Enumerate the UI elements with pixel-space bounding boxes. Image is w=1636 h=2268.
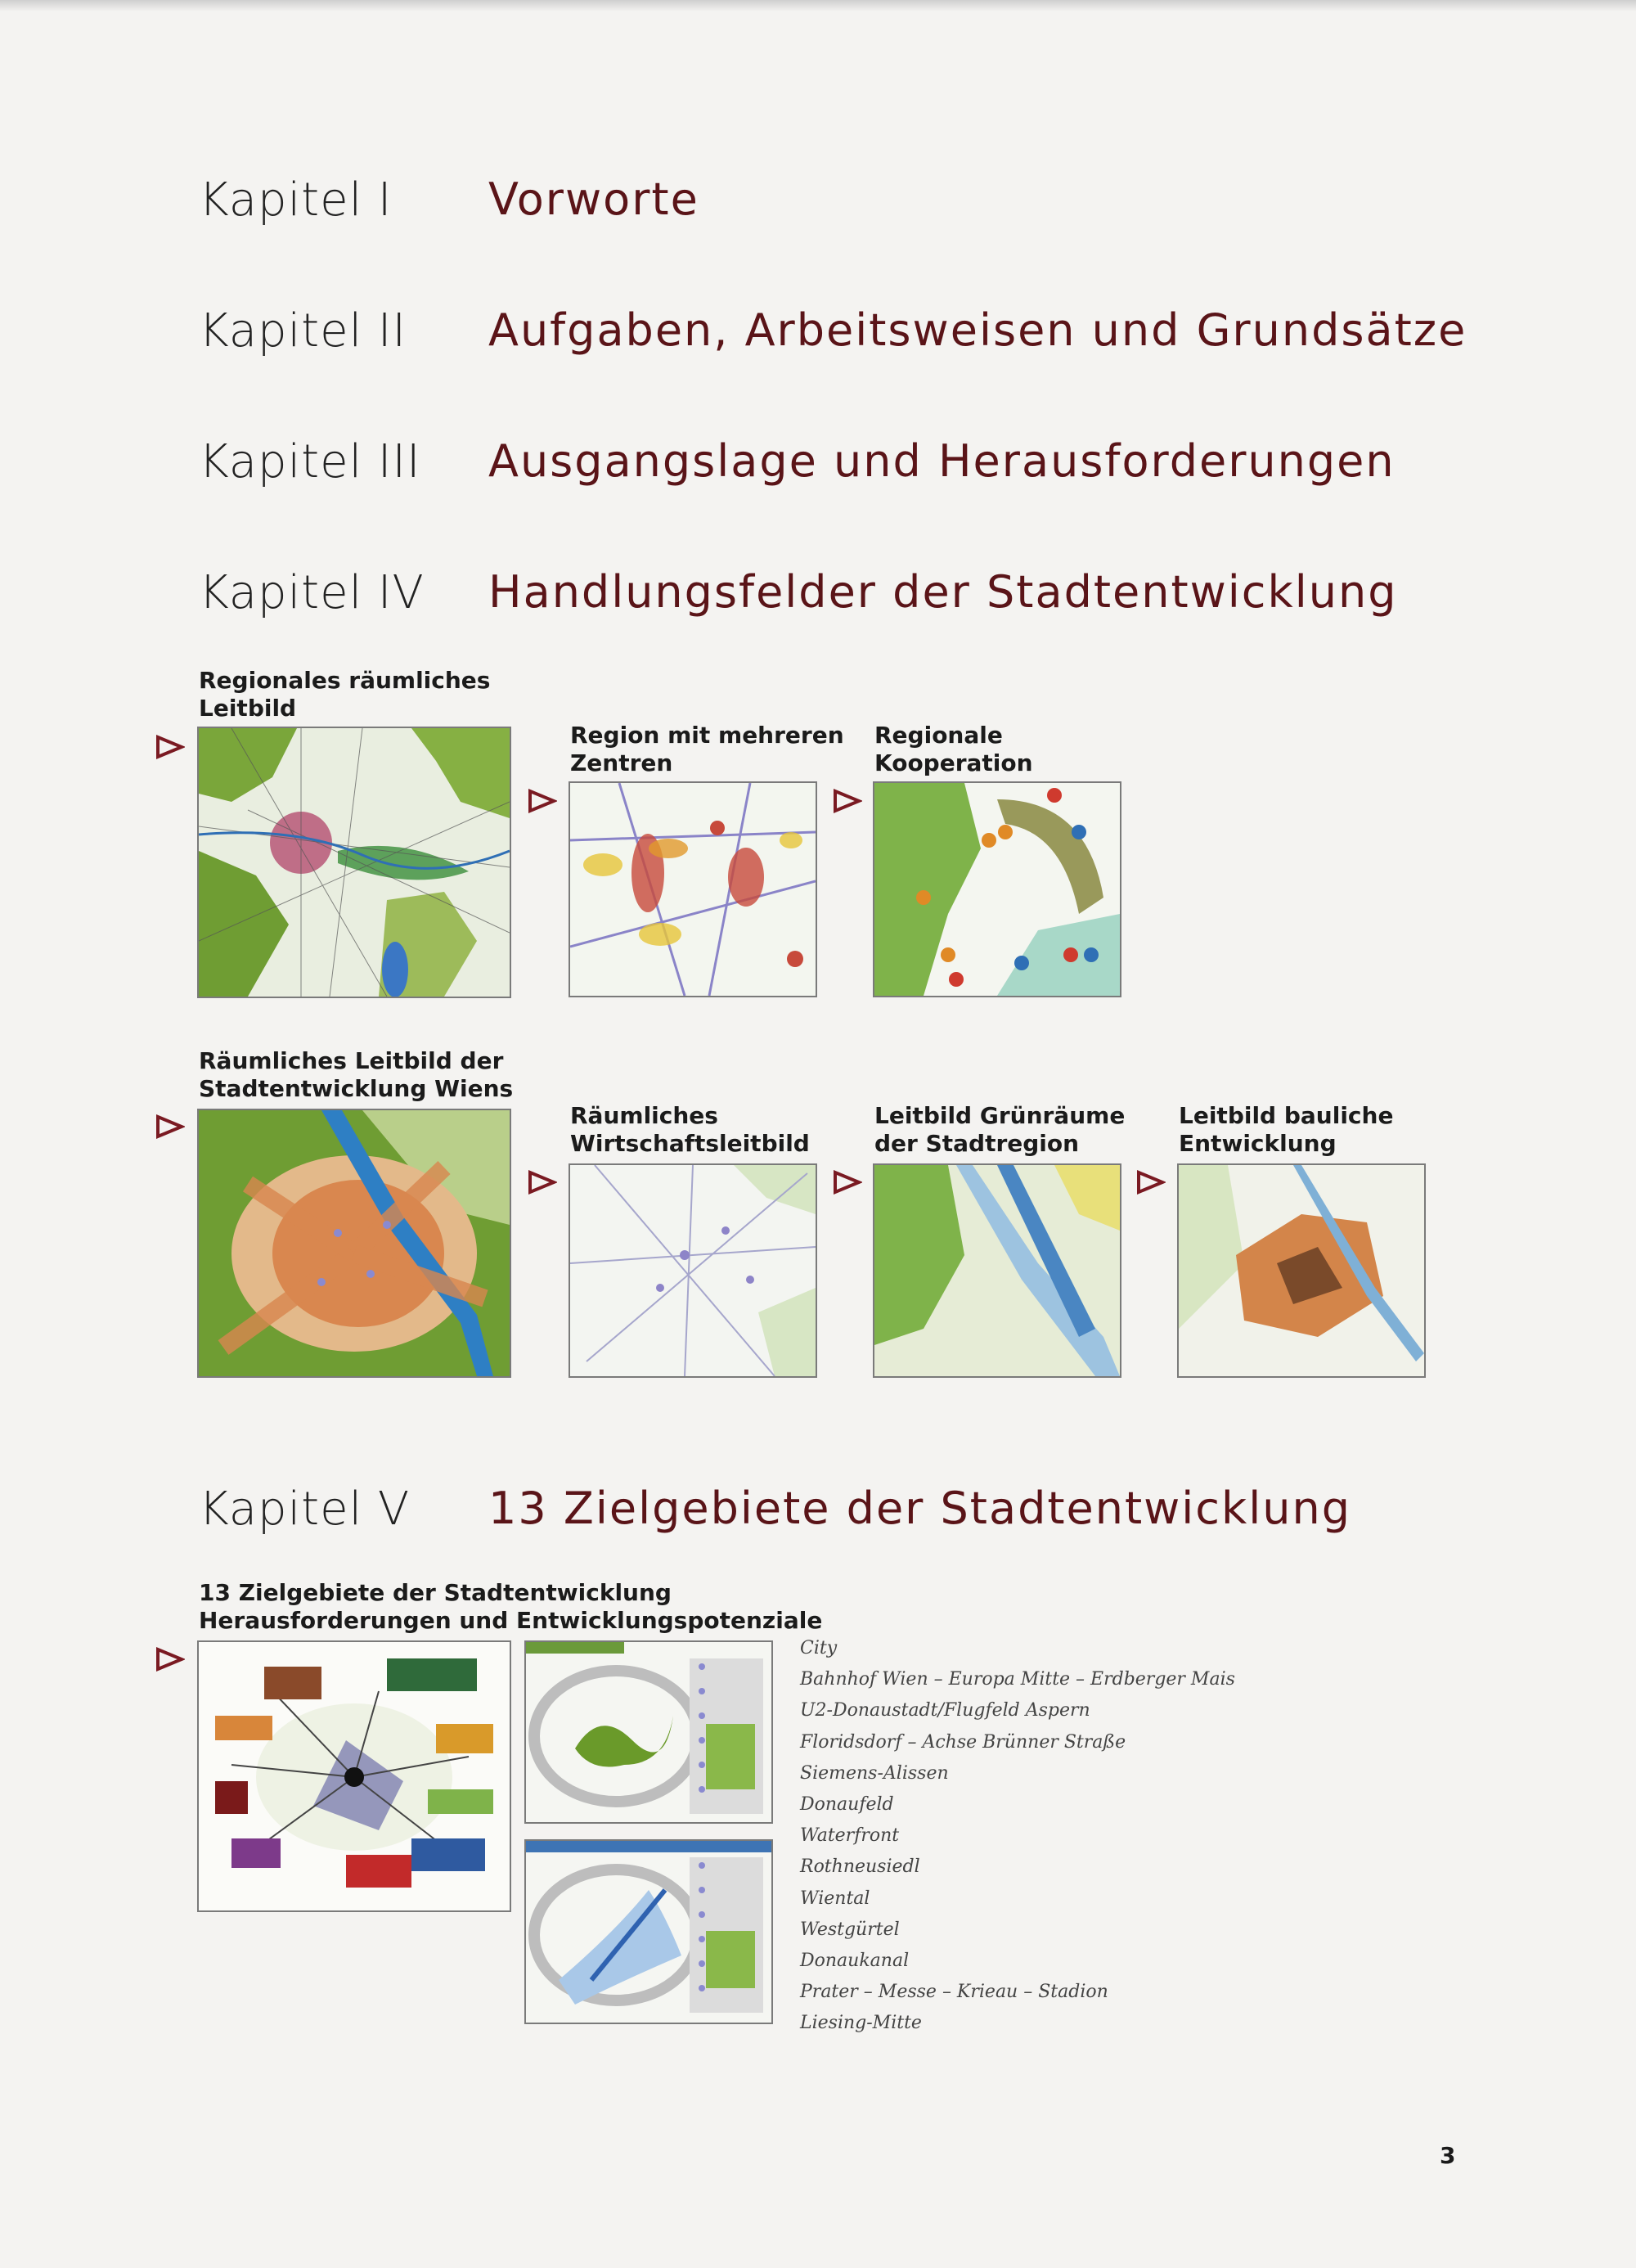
zielgebiete-list	[800, 1633, 1235, 2039]
caption-line: Stadtentwicklung Wiens	[199, 1075, 514, 1102]
caption-line: Leitbild Grünräume	[874, 1102, 1126, 1129]
map-raeumliches-leitbild[interactable]	[197, 1109, 511, 1378]
arrow-marker-icon	[155, 735, 185, 759]
list-item[interactable]: City	[800, 1638, 838, 1658]
arrow-marker-icon	[155, 1647, 185, 1672]
map-bauliche-entwicklung[interactable]	[1177, 1163, 1426, 1378]
chapter-2-title[interactable]: Aufgaben, Arbeitsweisen und Grundsätze	[488, 304, 1467, 356]
page-number: 3	[1440, 2142, 1456, 2169]
caption-line: Entwicklung	[1179, 1130, 1337, 1157]
chapter-1-title[interactable]: Vorworte	[488, 173, 699, 225]
caption-regionale-kooperation	[874, 722, 1033, 777]
list-item[interactable]: Liesing-Mitte	[800, 2013, 922, 2034]
caption-line: Leitbild	[199, 695, 297, 722]
list-item[interactable]: Waterfront	[800, 1825, 900, 1847]
caption-raeumliches-leitbild	[199, 1047, 513, 1103]
list-item[interactable]: Siemens-Alissen	[800, 1762, 949, 1784]
chapter-3-label: Kapitel III	[199, 435, 421, 488]
caption-line: Leitbild bauliche	[1179, 1102, 1394, 1129]
caption-line: 13 Zielgebiete der Stadtentwicklung	[199, 1579, 672, 1606]
list-item[interactable]: Westgürtel	[800, 1919, 900, 1940]
arrow-marker-icon	[528, 789, 557, 813]
caption-line: Räumliches	[570, 1102, 718, 1129]
map-wirtschaftsleitbild[interactable]	[569, 1163, 817, 1378]
chapter-1-label: Kapitel I	[199, 173, 393, 227]
arrow-marker-icon	[833, 789, 862, 813]
map-region-zentren[interactable]	[569, 781, 817, 997]
list-item[interactable]: Donaukanal	[800, 1950, 910, 1971]
caption-regionales-leitbild	[199, 667, 490, 722]
list-item[interactable]: Bahnhof Wien – Europa Mitte – Erdberger Mais	[800, 1669, 1235, 1690]
caption-line: Region mit mehreren	[570, 722, 844, 749]
chapter-2-label: Kapitel II	[199, 304, 407, 358]
map-regionale-kooperation[interactable]	[873, 781, 1121, 997]
chapter-5-title[interactable]: 13 Zielgebiete der Stadtentwicklung	[488, 1483, 1351, 1534]
list-item[interactable]: Prater – Messe – Krieau – Stadion	[800, 1982, 1108, 2003]
chapter-4-label: Kapitel IV	[199, 566, 425, 619]
arrow-marker-icon	[528, 1170, 557, 1195]
caption-gruenraeume	[874, 1102, 1125, 1158]
caption-bauliche-entwicklung	[1179, 1102, 1393, 1158]
map-gruenraeume[interactable]	[873, 1163, 1121, 1378]
caption-line: Regionale	[874, 722, 1003, 749]
caption-zielgebiete	[199, 1579, 822, 1635]
caption-line: Zentren	[570, 749, 673, 776]
map-zielgebiete-overview[interactable]	[197, 1640, 511, 1912]
arrow-marker-icon	[833, 1170, 862, 1195]
caption-line: Herausforderungen und Entwicklungspotenziale	[199, 1607, 823, 1634]
list-item[interactable]: U2-Donaustadt/Flugfeld Aspern	[800, 1700, 1090, 1721]
caption-line: Regionales räumliches	[199, 667, 491, 694]
chapter-4-title[interactable]: Handlungsfelder der Stadtentwicklung	[488, 566, 1398, 618]
list-item[interactable]: Rothneusiedl	[800, 1856, 920, 1878]
caption-line: Wirtschaftsleitbild	[570, 1130, 810, 1157]
list-item[interactable]: Donaufeld	[800, 1793, 894, 1815]
caption-line: Räumliches Leitbild der	[199, 1047, 504, 1074]
caption-wirtschaftsleitbild	[570, 1102, 810, 1158]
caption-region-zentren	[570, 722, 844, 777]
arrow-marker-icon	[155, 1114, 185, 1139]
caption-line: der Stadtregion	[874, 1130, 1080, 1157]
list-item[interactable]: Floridsdorf – Achse Brünner Straße	[800, 1731, 1126, 1753]
chapter-3-title[interactable]: Ausgangslage und Herausforderungen	[488, 435, 1396, 487]
arrow-marker-icon	[1136, 1170, 1166, 1195]
chapter-5-label: Kapitel V	[199, 1483, 411, 1536]
map-zielgebiet-waterfront[interactable]	[524, 1839, 773, 2024]
page-top-edge	[0, 0, 1636, 11]
list-item[interactable]: Wiental	[800, 1888, 870, 1909]
map-regionales-leitbild[interactable]	[197, 727, 511, 998]
caption-line: Kooperation	[874, 749, 1033, 776]
map-zielgebiet-u2-donaustadt[interactable]	[524, 1640, 773, 1824]
